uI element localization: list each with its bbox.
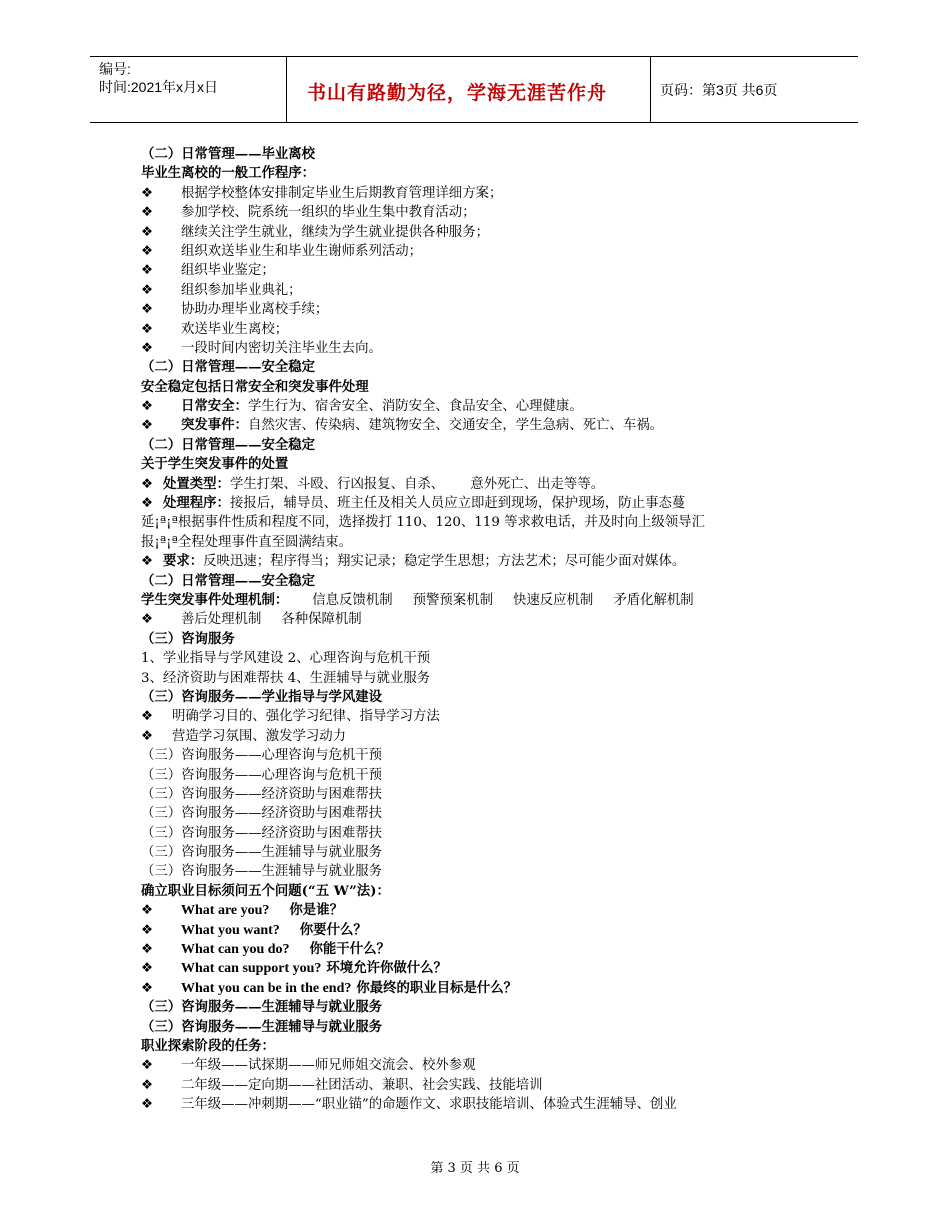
list-item: ❖ 要求：反映迅速；程序得当；翔实记录；稳定学生思想；方法艺术；尽可能少面对媒体。	[141, 552, 831, 571]
bullet-icon: ❖	[141, 496, 154, 512]
header-page-info: 页码：第3页 共6页	[660, 82, 778, 98]
list-item: ❖ 处置类型：学生打架、斗殴、行凶报复、自杀、 意外死亡、出走等等。	[141, 475, 831, 494]
list-item: ❖ What can support you? 环境允许你做什么？	[141, 959, 831, 978]
bullet-icon: ❖	[141, 942, 154, 958]
list-item: ❖ 三年级——冲刺期——“职业锚”的命题作文、求职技能培训、体验式生涯辅导、创业	[141, 1095, 831, 1114]
paragraph-line: 延¡ª¡ª根据事件性质和程度不同，选择拨打 110、120、119 等求救电话，并及时向上级领导汇	[141, 515, 705, 531]
paragraph-line: 报¡ª¡ª全程处理事件直至圆满结束。	[141, 534, 352, 550]
list-item: ❖ What can you do? 你能干什么？	[141, 940, 831, 959]
list-item: ❖ 一段时间内密切关注毕业生去向。	[141, 339, 831, 358]
list-item: ❖ 继续关注学生就业，继续为学生就业提供各种服务；	[141, 223, 831, 242]
bullet-icon: ❖	[141, 903, 154, 919]
bullet-icon: ❖	[141, 612, 154, 628]
bullet-icon: ❖	[141, 1077, 154, 1093]
bullet-icon: ❖	[141, 243, 154, 259]
bullet-icon: ❖	[141, 728, 154, 744]
list-item: ❖ 处理程序：接报后，辅导员、班主任及相关人员应立即赶到现场，保护现场，防止事态蔓	[141, 494, 831, 513]
bullet-icon: ❖	[141, 282, 154, 298]
bullet-icon: ❖	[141, 205, 154, 221]
bullet-icon: ❖	[141, 1058, 154, 1074]
bullet-icon: ❖	[141, 302, 154, 318]
bullet-icon: ❖	[141, 185, 154, 201]
bullet-icon: ❖	[141, 980, 154, 996]
section-title: （二）日常管理——安全稳定	[141, 436, 316, 453]
list-item: ❖ 日常安全：学生行为、宿舍安全、消防安全、食品安全、心理健康。	[141, 397, 831, 416]
header-divider-right	[650, 56, 651, 122]
list-item: ❖ What you can be in the end? 你最终的职业目标是什么？	[141, 979, 831, 998]
section-title: （三）咨询服务——生涯辅导与就业服务	[141, 1018, 383, 1035]
document-date: 时间:2021年x月x日	[99, 79, 219, 95]
bullet-icon: ❖	[141, 321, 154, 337]
bullet-icon: ❖	[141, 1097, 154, 1113]
section-title: （三）咨询服务——学业指导与学风建设	[141, 688, 383, 705]
bullet-icon: ❖	[141, 263, 154, 279]
list-item: ❖ What are you? 你是谁？	[141, 901, 831, 920]
section-subtitle: 职业探索阶段的任务：	[141, 1037, 275, 1054]
document-number-label: 编号:	[99, 61, 131, 77]
section-subtitle: 关于学生突发事件的处置	[141, 456, 289, 473]
bullet-icon: ❖	[141, 961, 154, 977]
list-item: ❖ 根据学校整体安排制定毕业生后期教育管理详细方案；	[141, 184, 831, 203]
bullet-icon: ❖	[141, 399, 154, 415]
section-heading-plain: （三）咨询服务——经济资助与困难帮扶	[141, 806, 383, 822]
list-item: ❖ 参加学校、院系统一组织的毕业生集中教育活动；	[141, 203, 831, 222]
section-subtitle: 毕业生离校的一般工作程序：	[141, 165, 316, 182]
bullet-icon: ❖	[141, 922, 154, 938]
header-motto: 书山有路勤为径，学海无涯苦作舟	[307, 83, 608, 104]
paragraph-line: 3、经济资助与困难帮扶 4、生涯辅导与就业服务	[141, 670, 431, 686]
header-bottom-rule	[90, 122, 858, 123]
section-heading-plain: （三）咨询服务——心理咨询与危机干预	[141, 748, 383, 764]
bullet-icon: ❖	[141, 340, 154, 356]
section-heading-plain: （三）咨询服务——生涯辅导与就业服务	[141, 845, 383, 861]
section-title: （二）日常管理——安全稳定	[141, 572, 316, 589]
paragraph-line: 1、学业指导与学风建设 2、心理咨询与危机干预	[141, 651, 431, 667]
list-item: ❖ 二年级——定向期——社团活动、兼职、社会实践、技能培训	[141, 1076, 831, 1095]
list-item: ❖ 突发事件：自然灾害、传染病、建筑物安全、交通安全，学生急病、死亡、车祸。	[141, 416, 831, 435]
section-heading-plain: （三）咨询服务——经济资助与困难帮扶	[141, 825, 383, 841]
header-divider-left	[286, 56, 287, 122]
section-heading-plain: （三）咨询服务——经济资助与困难帮扶	[141, 786, 383, 802]
list-item: ❖ What you want? 你要什么？	[141, 921, 831, 940]
section-title: （二）日常管理——安全稳定	[141, 359, 316, 376]
bullet-icon: ❖	[141, 709, 154, 725]
page-footer: 第 3 页 共 6 页	[430, 1161, 520, 1176]
section-heading-plain: （三）咨询服务——生涯辅导与就业服务	[141, 864, 383, 880]
list-item: ❖ 组织欢送毕业生和毕业生谢师系列活动；	[141, 242, 831, 261]
bullet-icon: ❖	[141, 554, 154, 570]
list-item: ❖ 组织毕业鉴定；	[141, 261, 831, 280]
list-item: ❖ 协助办理毕业离校手续；	[141, 300, 831, 319]
document-body	[141, 145, 831, 1115]
section-subtitle: 确立职业目标须问五个问题(“五 W”法)：	[141, 882, 390, 899]
bullet-icon: ❖	[141, 476, 154, 492]
list-item: ❖ 明确学习目的、强化学习纪律、指导学习方法	[141, 707, 831, 726]
list-item: ❖ 善后处理机制 各种保障机制	[141, 610, 831, 629]
bullet-icon: ❖	[141, 224, 154, 240]
list-item: ❖ 营造学习氛围、激发学习动力	[141, 727, 831, 746]
section-subtitle: 安全稳定包括日常安全和突发事件处理	[141, 378, 369, 395]
mechanism-line: 学生突发事件处理机制： 信息反馈机制 预警预案机制 快速反应机制 矛盾化解机制	[141, 591, 694, 608]
list-item: ❖ 一年级——试探期——师兄师姐交流会、校外参观	[141, 1056, 831, 1075]
section-heading-plain: （三）咨询服务——心理咨询与危机干预	[141, 767, 383, 783]
section-title: （三）咨询服务	[141, 630, 235, 647]
header-top-rule	[90, 56, 858, 57]
list-item: ❖ 组织参加毕业典礼；	[141, 281, 831, 300]
section-title: （三）咨询服务——生涯辅导与就业服务	[141, 999, 383, 1016]
bullet-icon: ❖	[141, 418, 154, 434]
list-item: ❖ 欢送毕业生离校；	[141, 320, 831, 339]
section-title: （二）日常管理——毕业离校	[141, 146, 316, 162]
